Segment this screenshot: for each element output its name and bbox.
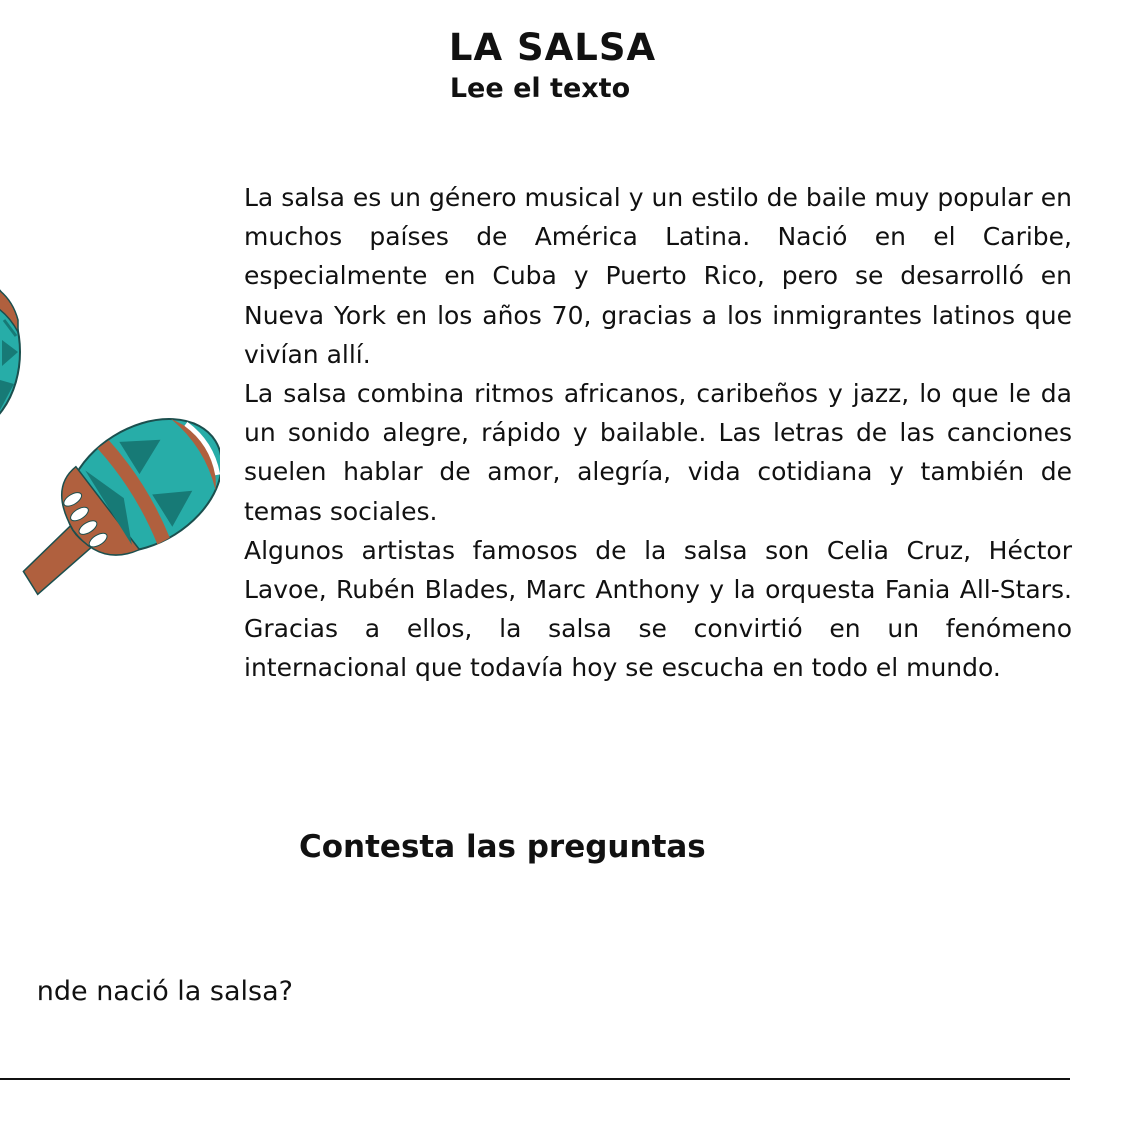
reading-text	[244, 178, 1072, 688]
paragraph: Algunos artistas famosos de la salsa son Celia Cruz, Héctor Lavoe, Rubén Blades, Marc Anthony y la orquesta Fania All-Stars. Gracias a ellos, la salsa se convirtió en un fenómeno internacional que todavía hoy se escucha en todo el mundo.	[244, 535, 1072, 683]
answer-line[interactable]	[0, 1078, 1070, 1080]
upper-maraca	[0, 270, 20, 434]
maracas-icon	[0, 260, 220, 600]
questions-heading: Contesta las preguntas	[299, 829, 706, 865]
page-title: LA SALSA	[448, 26, 657, 69]
lower-maraca	[0, 392, 220, 600]
paragraph: La salsa combina ritmos africanos, caribeños y jazz, lo que le da un sonido alegre, rápido y bailable. Las letras de las canciones suelen hablar de amor, alegría, vida cotidiana y también de temas sociales.	[244, 379, 1072, 526]
paragraph: La salsa es un género musical y un estilo de baile muy popular en muchos países de América Latina. Nació en el Caribe, especialmente en Cuba y Puerto Rico, pero se desarrolló en Nueva York en los años 70, gracias a los inmigrantes latinos que vivían allí.	[244, 183, 1072, 369]
instruction-subtitle: Lee el texto	[449, 73, 631, 104]
question-text: nde nació la salsa?	[36, 976, 293, 1007]
